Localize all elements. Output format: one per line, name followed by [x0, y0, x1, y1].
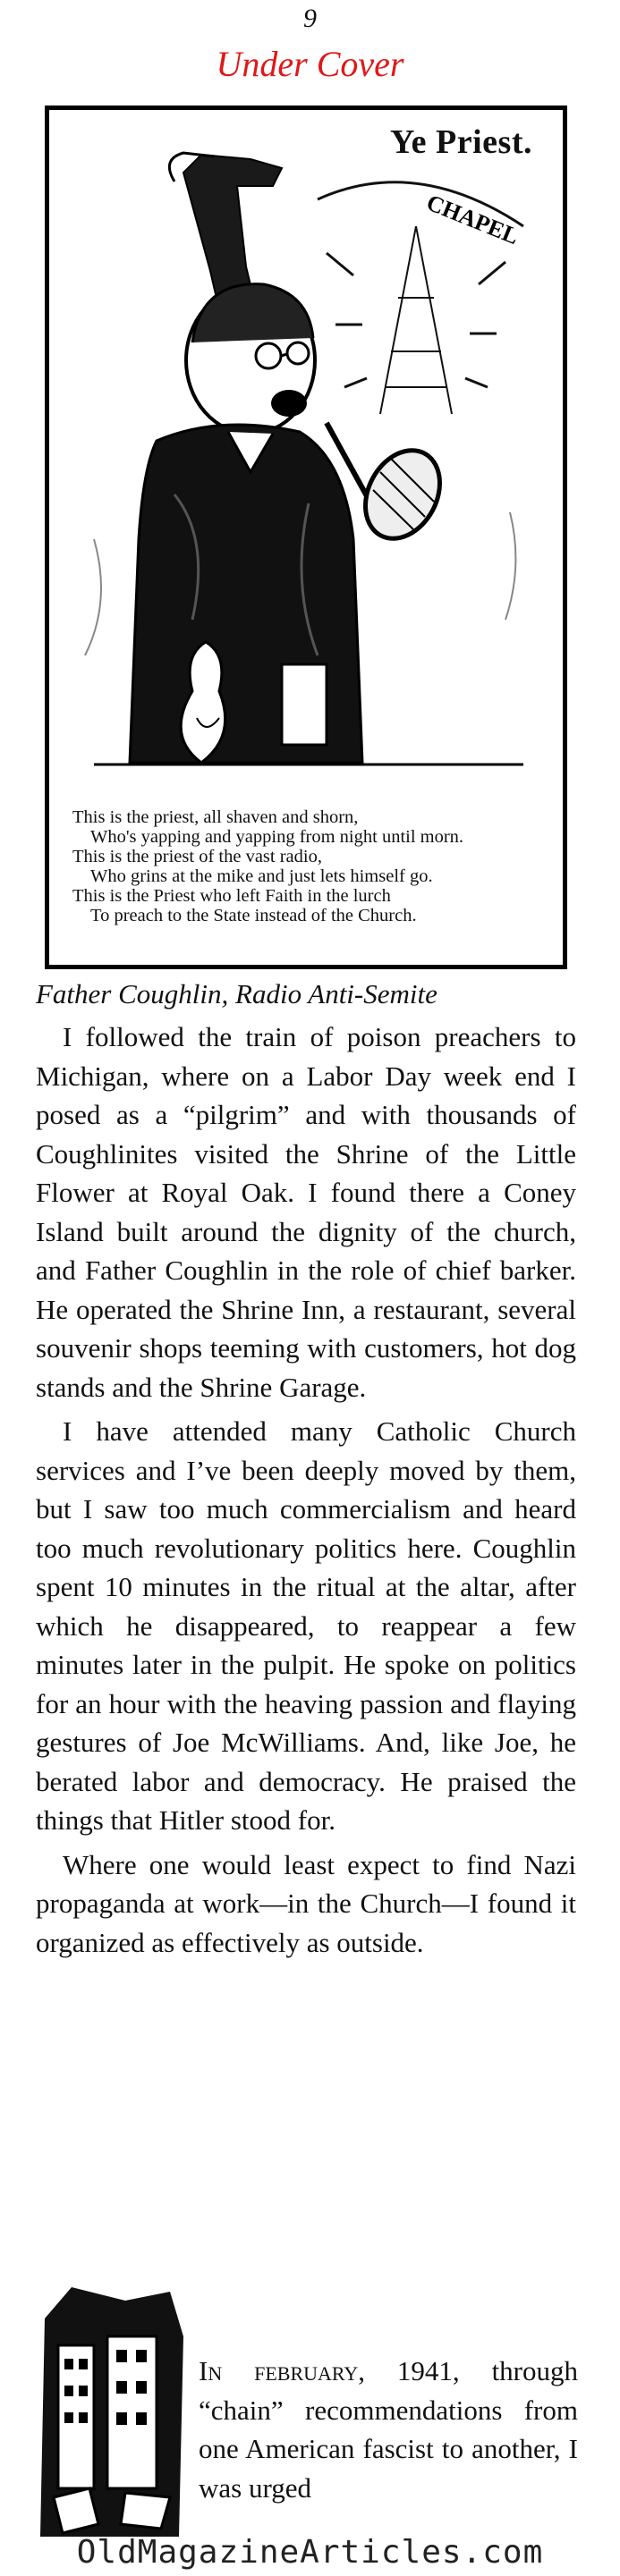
page-number: 9	[303, 4, 317, 33]
section-break-lead: In february,	[199, 2355, 366, 2386]
cartoon-frame	[45, 106, 567, 969]
section-break-text: 1941, through “chain” recommendations from one American fascist to another, I was urged	[199, 2355, 579, 2504]
priest-cartoon-illustration	[58, 119, 554, 798]
section-break-paragraph	[199, 2352, 578, 2507]
verse-line: This is the Priest who left Faith in the lurch	[72, 886, 391, 906]
verse-line: Who's yapping and yapping from night until morn.	[90, 827, 464, 847]
verse-line: Who grins at the mike and just lets himself go.	[90, 866, 433, 886]
cartoon-label: Ye Priest.	[389, 123, 532, 161]
section-title: Under Cover	[216, 44, 404, 84]
verse-line: To preach to the State instead of the Church.	[90, 906, 417, 925]
cartoon-caption: Father Coughlin, Radio Anti-Semite	[36, 978, 437, 1009]
article-paragraph: Where one would least expect to find Nazi propaganda at work—in the Church—I found it organized as effectively as outside.	[36, 1848, 576, 1958]
chapel-sign-text: CHAPEL	[422, 189, 523, 250]
cartoon-verse	[72, 807, 556, 925]
verse-line: This is the priest, all shaven and shorn,	[72, 807, 359, 827]
city-woodcut-illustration	[36, 2283, 186, 2537]
site-watermark: OldMagazineArticles.com	[76, 2534, 544, 2571]
article-body	[36, 1018, 576, 1967]
verse-line: This is the priest of the vast radio,	[72, 847, 322, 866]
article-paragraph: I followed the train of poison preachers to Michigan, where on a Labor Day week end I posed as a “pilgrim” and with thousands of Coughlinites visited the Shrine of the Little Flower at Royal Oak. I found there a Coney Island built around the dignity of the church, and Father Coughlin in the role of chief barker. He operated the Shrine Inn, a restaurant, several souvenir shops teeming with customers, hot dog stands and the Shrine Garage.	[36, 1021, 576, 1403]
article-paragraph: I have attended many Catholic Church services and I’ve been deeply moved by them, but I saw too much commercialism and heard too much revolutionary politics here. Coughlin spent 10 minutes in the ritual at the altar, after which he disappeared, to reappear a few minutes later in the pulpit. He spoke on politics for an hour with the heaving passion and flaying gestures of Joe McWilliams. And, like Joe, he berated labor and democracy. He praised the things that Hitler stood for.	[36, 1415, 576, 1836]
